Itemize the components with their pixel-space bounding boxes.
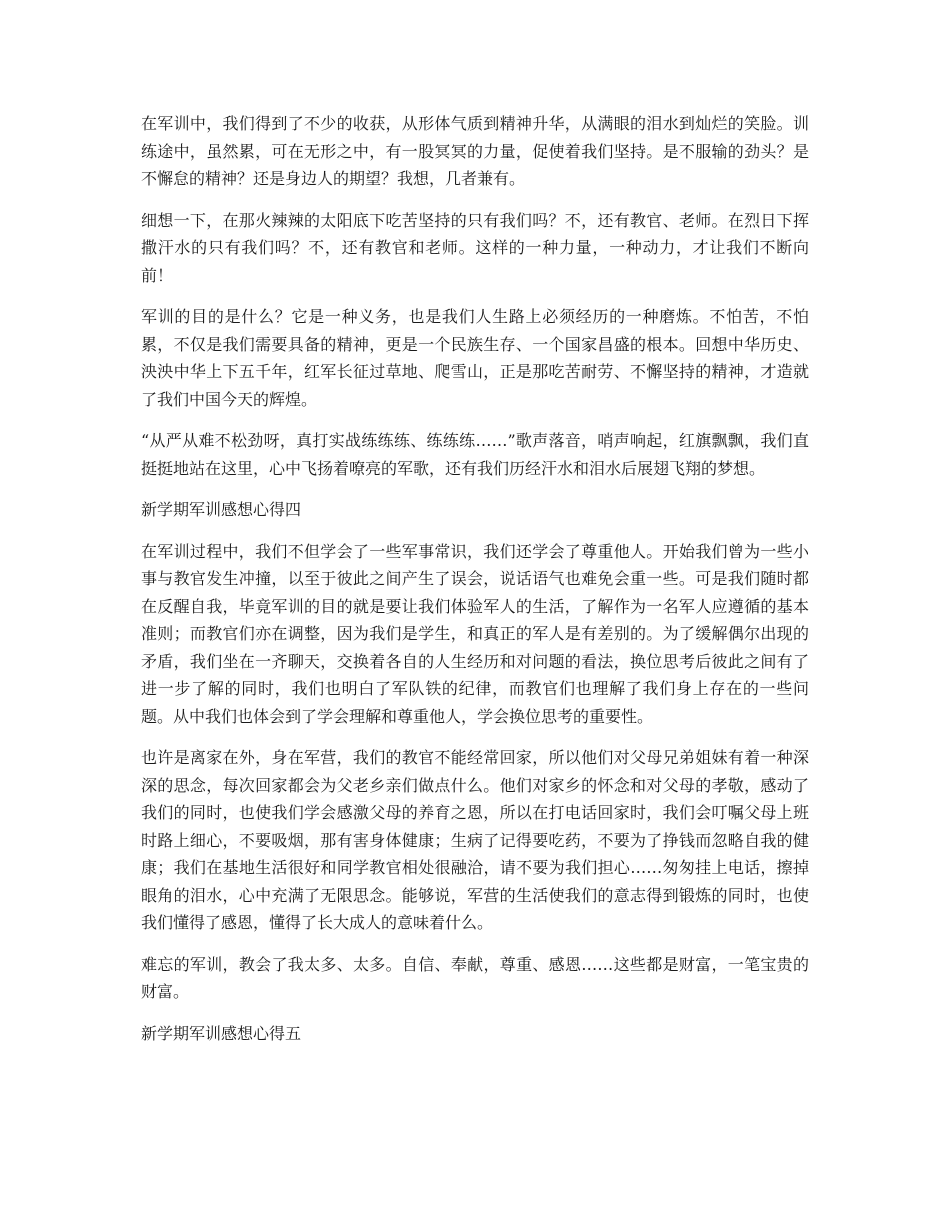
paragraph: 军训的目的是什么？它是一种义务，也是我们人生路上必须经历的一种磨炼。不怕苦，不怕累，不仅是我们需要具备的精神，更是一个民族生存、一个国家昌盛的根本。回想中华历史、泱泱中华上下五千年，红军长征过草地、爬雪山，正是那吃苦耐劳、不懈坚持的精神，才造就了我们中国今天的辉煌。: [141, 307, 809, 409]
paragraph: 在军训中，我们得到了不少的收获，从形体气质到精神升华，从满眼的泪水到灿烂的笑脸。训练途中，虽然累，可在无形之中，有一股冥冥的力量，促使着我们坚持。是不服输的劲头？是不懈怠的精神？还是身边人的期望？我想，几者兼有。: [141, 114, 809, 188]
document-page: [141, 110, 809, 1061]
paragraph: 也许是离家在外，身在军营，我们的教官不能经常回家，所以他们对父母兄弟姐妹有着一种深深的思念，每次回家都会为父老乡亲们做点什么。他们对家乡的怀念和对父母的孝敬，感动了我们的同时，也使我们学会感激父母的养育之恩，所以在打电话回家时，我们会叮嘱父母上班时路上细心，不要吸烟，那有害身体健康；生病了记得要吃药，不要为了挣钱而忽略自我的健康；我们在基地生活很好和同学教官相处很融洽，请不要为我们担心……匆匆挂上电话，擦掉眼角的泪水，心中充满了无限思念。能够说，军营的生活使我们的意志得到锻炼的同时，也使我们懂得了感恩，懂得了长大成人的意味着什么。: [141, 748, 809, 932]
paragraph: “从严从难不松劲呀，真打实战练练练、练练练……”歌声落音，哨声响起，红旗飘飘，我们直挺挺地站在这里，心中飞扬着嘹亮的军歌，还有我们历经汗水和泪水后展翅飞翔的梦想。: [141, 431, 809, 478]
section-heading: 新学期军训感想心得四: [141, 500, 302, 519]
paragraph: 细想一下，在那火辣辣的太阳底下吃苦坚持的只有我们吗？不，还有教官、老师。在烈日下挥撒汗水的只有我们吗？不，还有教官和老师。这样的一种力量，一种动力，才让我们不断向前！: [141, 210, 809, 285]
paragraph: 难忘的军训，教会了我太多、太多。自信、奉献，尊重、感恩……这些都是财富，一笔宝贵的财富。: [141, 954, 809, 1001]
section-heading: 新学期军训感想心得五: [141, 1023, 302, 1043]
paragraph: 在军训过程中，我们不但学会了一些军事常识，我们还学会了尊重他人。开始我们曾为一些小事与教官发生冲撞，以至于彼此之间产生了误会，说话语气也难免会重一些。可是我们随时都在反醒自我，毕竟军训的目的就是要让我们体验军人的生活，了解作为一名军人应遵循的基本准则；而教官们亦在调整，因为我们是学生，和真正的军人是有差别的。为了缓解偶尔出现的矛盾，我们坐在一齐聊天，交换着各自的人生经历和对问题的看法，换位思考后彼此之间有了进一步了解的同时，我们也明白了军队铁的纪律，而教官们也理解了我们身上存在的一些问题。从中我们也体会到了学会理解和尊重他人，学会换位思考的重要性。: [141, 541, 809, 726]
